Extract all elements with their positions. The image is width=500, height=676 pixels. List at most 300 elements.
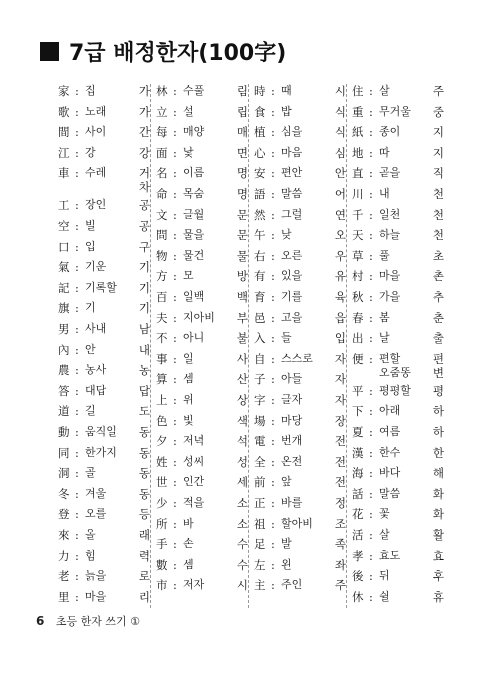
hanja-char: 老 (58, 569, 70, 584)
hun-meaning: 살 (379, 84, 390, 97)
eum-sound: 방 (236, 269, 248, 284)
hanja-char: 歌 (58, 104, 70, 119)
hanja-char: 天 (352, 228, 364, 243)
hun-meaning: 한가지 (85, 445, 117, 459)
colon-separator: : (173, 269, 177, 284)
colon-separator: : (271, 207, 275, 222)
hun-meaning: 왼 (281, 557, 292, 571)
hanja-char: 記 (58, 280, 70, 295)
hun-meaning: 손 (183, 537, 194, 551)
eum-sound: 어 (334, 187, 346, 201)
colon-separator: : (271, 269, 275, 284)
hun-meaning: 곧을 (379, 166, 401, 180)
hun-meaning: 목숨 (183, 187, 205, 200)
hanja-char: 春 (352, 310, 364, 325)
hanja-char: 心 (254, 145, 266, 160)
colon-separator: : (271, 537, 275, 552)
hun-meaning: 마을 (85, 589, 107, 603)
colon-separator: : (75, 363, 79, 378)
hun-meaning: 물건 (183, 248, 205, 262)
eum-sound: 기 (138, 301, 150, 316)
eum-sound: 석 (236, 434, 248, 449)
eum-sound: 농 (138, 363, 150, 378)
colon-separator: : (75, 239, 79, 254)
hanja-char: 話 (352, 486, 364, 501)
eum-sound: 내 (138, 342, 150, 357)
eum-sound: 지 (432, 145, 444, 160)
hanja-char: 物 (156, 248, 168, 263)
colon-separator: : (369, 125, 373, 140)
hun-meaning: 날 (379, 331, 390, 345)
colon-separator: : (173, 248, 177, 263)
hun-meaning: 효도 (379, 548, 401, 562)
hun-meaning: 오를 (85, 507, 107, 521)
eum-sound: 림 (236, 84, 248, 98)
hanja-char: 邑 (254, 310, 266, 325)
hanja-char: 夕 (156, 434, 168, 449)
hun-meaning: 적을 (183, 496, 205, 509)
eum-sound: 후 (432, 569, 444, 584)
eum-sound: 동 (138, 486, 150, 501)
hanja-char: 有 (254, 269, 266, 284)
colon-separator: : (369, 589, 373, 604)
hun-meaning: 기운 (85, 260, 107, 274)
colon-separator: : (173, 84, 177, 98)
hanja-char: 道 (58, 404, 70, 419)
colon-separator: : (369, 466, 373, 481)
colon-separator: : (369, 104, 373, 119)
hanja-char: 平 (352, 383, 364, 398)
eum-sound: 식 (334, 125, 346, 140)
hanja-char: 事 (156, 351, 168, 366)
eum-sound: 상 (236, 393, 248, 407)
hun-meaning: 주인 (281, 578, 303, 592)
hanja-char: 間 (58, 125, 70, 140)
eum-sound: 하 (432, 425, 444, 439)
hanja-char: 右 (254, 248, 266, 263)
hun-meaning: 말씀 (281, 187, 303, 200)
eum-sound: 동 (138, 466, 150, 481)
hun-meaning: 말씀 (379, 486, 401, 500)
colon-separator: : (271, 413, 275, 428)
hun-meaning: 가을 (379, 290, 401, 303)
hanja-char: 入 (254, 331, 266, 346)
eum-sound: 력 (138, 548, 150, 563)
eum-sound: 공 (138, 198, 150, 213)
hun-meaning: 저녁 (183, 434, 205, 448)
eum-sound: 육 (334, 290, 346, 304)
hun-meaning: 할아비 (281, 516, 313, 530)
colon-separator: : (271, 248, 275, 263)
eum-sound: 효 (432, 548, 444, 563)
colon-separator: : (75, 445, 79, 460)
hun-meaning: 올 (85, 528, 96, 541)
hanja-char: 算 (156, 372, 168, 387)
colon-separator: : (75, 486, 79, 501)
colon-separator: : (75, 466, 79, 481)
eum-sound: 간 (138, 125, 150, 140)
hun-meaning: 여름 (379, 425, 401, 438)
book-title: 초등 한자 쓰기 ① (55, 615, 140, 628)
hun-meaning: 수풀 (183, 84, 205, 97)
colon-separator: : (271, 331, 275, 346)
colon-separator: : (271, 187, 275, 201)
hun-meaning: 꽃 (379, 507, 390, 521)
hun-meaning: 아니 (183, 331, 205, 345)
colon-separator: : (369, 548, 373, 563)
hun-meaning: 농사 (85, 363, 107, 377)
black-square-icon (40, 42, 59, 61)
eum-sound: 족 (334, 537, 346, 552)
colon-separator: : (369, 145, 373, 160)
hun-meaning: 고을 (281, 310, 303, 324)
eum-sound: 시 (236, 578, 248, 593)
eum-sound: 입 (334, 331, 346, 346)
eum-sound: 기 (138, 280, 150, 295)
hanja-char: 孝 (352, 548, 364, 563)
hanja-char: 祖 (254, 516, 266, 531)
hun-meaning: 스스로 (281, 351, 313, 365)
colon-separator: : (173, 475, 177, 490)
eum-sound: 립 (236, 104, 248, 119)
hanja-column (254, 84, 352, 608)
eum-sound: 활 (432, 528, 444, 542)
hun-meaning: 마을 (379, 269, 401, 283)
eum-sound: 색 (236, 413, 248, 428)
hanja-char: 冬 (58, 486, 70, 501)
eum-sound: 해 (432, 466, 444, 481)
hanja-char: 足 (254, 537, 266, 552)
colon-separator: : (369, 569, 373, 584)
colon-separator: : (173, 434, 177, 449)
hanja-list (58, 84, 450, 608)
colon-separator: : (75, 425, 79, 439)
eum-sound: 좌 (334, 557, 346, 572)
colon-separator: : (271, 496, 275, 510)
section-header (40, 36, 286, 67)
colon-separator: : (173, 496, 177, 510)
hanja-char: 百 (156, 290, 168, 304)
eum-sound: 자 (334, 351, 346, 366)
hun-meaning: 빌 (85, 219, 96, 232)
eum-sound: 수 (236, 557, 248, 572)
colon-separator: : (173, 187, 177, 201)
hun-meaning: 그럴 (281, 207, 303, 221)
colon-separator: : (271, 516, 275, 531)
colon-separator: : (369, 310, 373, 325)
eum-sound: 화 (432, 507, 444, 522)
colon-separator: : (173, 454, 177, 469)
eum-sound: 우 (334, 248, 346, 263)
eum-sound: 전 (334, 475, 346, 490)
colon-separator: : (369, 351, 373, 366)
colon-separator: : (369, 507, 373, 522)
hanja-char: 草 (352, 248, 364, 263)
hanja-char: 紙 (352, 125, 364, 140)
column-divider (150, 84, 151, 608)
colon-separator: : (369, 166, 373, 181)
hanja-char: 育 (254, 290, 266, 304)
hanja-char: 手 (156, 537, 168, 552)
colon-separator: : (75, 260, 79, 275)
eum-sound: 정 (334, 496, 346, 510)
hanja-char: 面 (156, 145, 168, 160)
hanja-char: 林 (156, 84, 168, 98)
eum-sound: 장 (334, 413, 346, 428)
hun-meaning: 마음 (281, 145, 303, 159)
hanja-char: 重 (352, 104, 364, 119)
colon-separator: : (75, 342, 79, 357)
hanja-char: 千 (352, 207, 364, 222)
colon-separator: : (369, 528, 373, 542)
eum-sound: 강 (138, 145, 150, 160)
eum-sound: 성 (236, 454, 248, 469)
colon-separator: : (271, 578, 275, 593)
eum-sound: 도 (138, 404, 150, 419)
eum-sound: 천 (432, 187, 444, 201)
hun-meaning: 바를 (281, 496, 303, 509)
hun-meaning: 이름 (183, 166, 205, 180)
eum-sound: 기 (138, 260, 150, 275)
hun-meaning: 사이 (85, 125, 107, 139)
hun-meaning: 바다 (379, 466, 401, 480)
eum-sound: 안 (334, 166, 346, 181)
eum-sound: 불 (236, 331, 248, 346)
hanja-char: 名 (156, 166, 168, 181)
colon-separator: : (75, 322, 79, 336)
eum-sound: 천 (432, 207, 444, 222)
eum-sound: 지 (432, 125, 444, 140)
hun-meaning: 발 (281, 537, 292, 551)
hanja-char: 色 (156, 413, 168, 428)
hanja-char: 立 (156, 104, 168, 119)
hun-meaning: 살 (379, 528, 390, 541)
colon-separator: : (369, 290, 373, 304)
hanja-char: 動 (58, 425, 70, 439)
hanja-char: 漢 (352, 445, 364, 460)
hun-meaning: 따 (379, 145, 390, 159)
colon-separator: : (173, 228, 177, 243)
colon-separator: : (271, 351, 275, 366)
eum-sound: 매 (236, 125, 248, 140)
column-divider (346, 84, 347, 608)
eum-sound: 식 (334, 104, 346, 119)
eum-sound: 동 (138, 445, 150, 460)
colon-separator: : (75, 198, 79, 213)
colon-separator: : (75, 145, 79, 160)
hun-meaning: 사내 (85, 322, 107, 335)
hun-meaning: 인간 (183, 475, 205, 489)
hun-meaning: 대답 (85, 383, 107, 397)
hun-meaning: 매양 (183, 125, 205, 139)
hun-meaning: 수레 (85, 166, 107, 180)
hanja-char: 農 (58, 363, 70, 378)
colon-separator: : (173, 393, 177, 407)
colon-separator: : (75, 404, 79, 419)
hanja-char: 便 (352, 351, 364, 366)
eum-sound: 편 변 (432, 351, 444, 380)
colon-separator: : (271, 166, 275, 181)
hun-meaning: 온전 (281, 454, 303, 468)
colon-separator: : (75, 219, 79, 233)
eum-sound: 전 (334, 434, 346, 449)
eum-sound: 초 (432, 248, 444, 263)
eum-sound: 전 (334, 454, 346, 469)
eum-sound: 하 (432, 404, 444, 419)
hanja-char: 海 (352, 466, 364, 481)
eum-sound: 가 (138, 104, 150, 119)
hun-meaning: 하늘 (379, 228, 401, 242)
section-title: 7급 배정한자(100字) (69, 41, 287, 66)
colon-separator: : (75, 589, 79, 604)
colon-separator: : (173, 578, 177, 593)
colon-separator: : (75, 104, 79, 119)
colon-separator: : (271, 290, 275, 304)
hanja-char: 問 (156, 228, 168, 243)
hanja-char: 村 (352, 269, 364, 284)
colon-separator: : (271, 393, 275, 407)
colon-separator: : (369, 445, 373, 460)
colon-separator: : (173, 351, 177, 366)
colon-separator: : (271, 228, 275, 243)
hanja-char: 休 (352, 589, 364, 604)
hanja-char: 每 (156, 125, 168, 140)
hun-meaning: 모 (183, 269, 194, 283)
eum-sound: 면 (236, 145, 248, 160)
colon-separator: : (271, 372, 275, 387)
colon-separator: : (369, 331, 373, 346)
colon-separator: : (369, 404, 373, 419)
hun-meaning: 힘 (85, 548, 96, 562)
hun-meaning: 아들 (281, 372, 303, 386)
hun-meaning: 기 (85, 301, 96, 315)
hanja-char: 不 (156, 331, 168, 346)
colon-separator: : (173, 166, 177, 181)
eum-sound: 로 (138, 569, 150, 584)
hun-meaning: 집 (85, 84, 96, 97)
hanja-char: 正 (254, 496, 266, 510)
colon-separator: : (271, 104, 275, 119)
hanja-column (58, 84, 156, 608)
eum-sound: 백 (236, 290, 248, 304)
eum-sound: 중 (432, 104, 444, 119)
eum-sound: 문 (236, 228, 248, 243)
eum-sound: 심 (334, 145, 346, 160)
hanja-char: 左 (254, 557, 266, 572)
hun-meaning: 골 (85, 466, 96, 480)
colon-separator: : (75, 383, 79, 398)
hanja-char: 同 (58, 445, 70, 460)
hanja-char: 直 (352, 166, 364, 181)
colon-separator: : (271, 310, 275, 325)
hun-meaning: 무거울 (379, 104, 411, 118)
colon-separator: : (75, 569, 79, 584)
hanja-char: 數 (156, 557, 168, 572)
colon-separator: : (271, 145, 275, 160)
hanja-char: 食 (254, 104, 266, 119)
hun-meaning: 뒤 (379, 569, 390, 583)
colon-separator: : (75, 548, 79, 563)
hanja-char: 空 (58, 219, 70, 233)
hun-meaning: 안 (85, 342, 96, 356)
hanja-char: 花 (352, 507, 364, 522)
colon-separator: : (173, 413, 177, 428)
hun-meaning: 평평할 (379, 383, 411, 397)
eum-sound: 수 (236, 537, 248, 552)
colon-separator: : (173, 516, 177, 531)
hanja-char: 內 (58, 342, 70, 357)
hun-meaning: 심을 (281, 125, 303, 139)
hanja-char: 出 (352, 331, 364, 346)
eum-sound: 자 (334, 372, 346, 387)
hanja-char: 活 (352, 528, 364, 542)
colon-separator: : (271, 475, 275, 490)
colon-separator: : (173, 207, 177, 222)
hanja-char: 語 (254, 187, 266, 201)
eum-sound: 출 (432, 331, 444, 346)
hanja-char: 男 (58, 322, 70, 336)
hun-meaning: 늙을 (85, 569, 107, 583)
hanja-char: 前 (254, 475, 266, 490)
hanja-char: 下 (352, 404, 364, 419)
eum-sound: 오 (334, 228, 346, 243)
colon-separator: : (173, 104, 177, 119)
hun-meaning: 기를 (281, 290, 303, 303)
colon-separator: : (173, 310, 177, 325)
colon-separator: : (173, 537, 177, 552)
colon-separator: : (369, 248, 373, 263)
hanja-char: 文 (156, 207, 168, 222)
eum-sound: 산 (236, 372, 248, 387)
eum-sound: 명 (236, 166, 248, 181)
eum-sound: 소 (236, 516, 248, 531)
eum-sound: 동 (138, 425, 150, 439)
hun-meaning: 길 (85, 404, 96, 418)
hanja-char: 主 (254, 578, 266, 593)
hun-meaning: 성씨 (183, 454, 205, 468)
eum-sound: 한 (432, 445, 444, 460)
colon-separator: : (173, 290, 177, 304)
eum-sound: 촌 (432, 269, 444, 284)
hun-meaning: 오른 (281, 248, 303, 262)
hun-meaning: 강 (85, 145, 96, 159)
hanja-char: 電 (254, 434, 266, 449)
hun-meaning: 노래 (85, 104, 107, 118)
hun-meaning: 설 (183, 104, 194, 118)
hun-meaning: 마당 (281, 413, 303, 427)
hanja-char: 方 (156, 269, 168, 284)
hanja-char: 子 (254, 372, 266, 387)
hanja-char: 字 (254, 393, 266, 407)
hun-meaning: 편안 (281, 166, 303, 180)
hanja-char: 工 (58, 198, 70, 213)
colon-separator: : (369, 84, 373, 98)
hun-meaning: 장인 (85, 198, 107, 212)
page-number: 6 (36, 614, 45, 628)
hun-meaning: 종이 (379, 125, 401, 139)
column-divider (248, 84, 249, 608)
hun-meaning: 밥 (281, 104, 292, 118)
eum-sound: 유 (334, 269, 346, 284)
hanja-char: 場 (254, 413, 266, 428)
colon-separator: : (271, 434, 275, 449)
hun-meaning: 입 (85, 239, 96, 253)
colon-separator: : (75, 125, 79, 140)
colon-separator: : (173, 331, 177, 346)
colon-separator: : (369, 486, 373, 501)
hanja-char: 夏 (352, 425, 364, 439)
hanja-char: 氣 (58, 260, 70, 275)
